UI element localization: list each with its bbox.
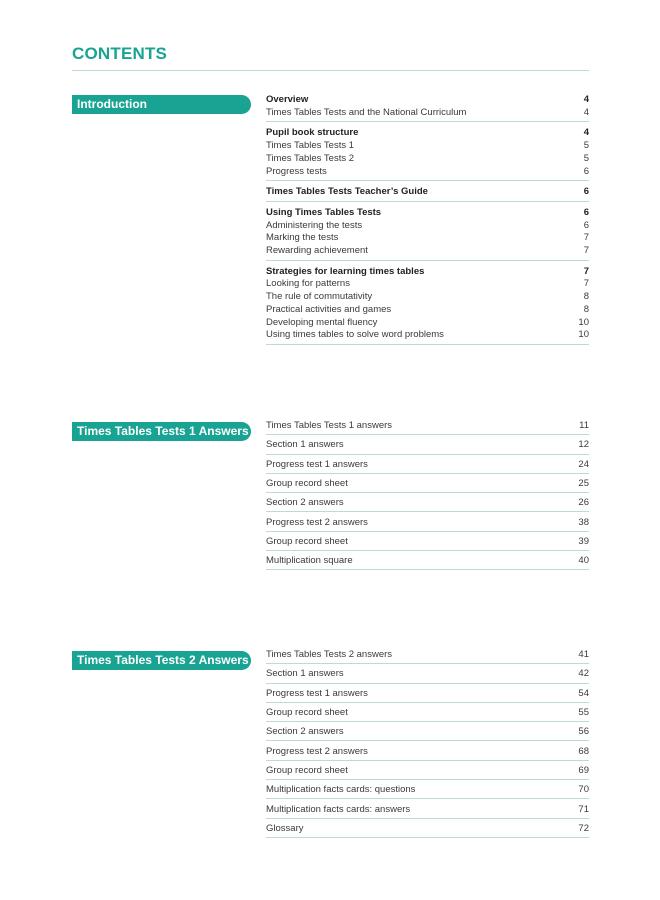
tests2-entries (266, 646, 589, 839)
page-number: 4 (583, 106, 589, 118)
toc-entry-text: Times Tables Tests 1 (266, 140, 355, 152)
toc-entry[interactable] (266, 107, 589, 120)
toc-entry[interactable] (266, 800, 589, 818)
toc-entry[interactable] (266, 220, 589, 233)
toc-entry-text: Progress test 1 answers (266, 458, 368, 470)
toc-entry[interactable] (266, 820, 589, 838)
page-number: 8 (583, 303, 589, 315)
page-number: 72 (578, 822, 589, 834)
page-number: 54 (578, 687, 589, 699)
page-number: 38 (578, 516, 589, 528)
toc-entry-text: Progress test 2 answers (266, 745, 368, 757)
tests1-entries (266, 417, 589, 571)
toc-entry[interactable] (266, 456, 589, 474)
toc-heading-text: Times Tables Tests Teacher’s Guide (266, 186, 428, 198)
page-number: 25 (578, 478, 589, 490)
page-number: 24 (578, 458, 589, 470)
toc-entry[interactable] (266, 436, 589, 454)
toc-entry[interactable] (266, 232, 589, 245)
tests2-label: Times Tables Tests 2 Answers (72, 651, 251, 670)
toc-entry[interactable] (266, 317, 589, 330)
page-number: 6 (583, 165, 589, 177)
toc-entry-text: Rewarding achievement (266, 245, 368, 257)
toc-group (266, 93, 589, 122)
page-number: 7 (583, 278, 589, 290)
toc-entry[interactable] (266, 291, 589, 304)
toc-entry-text: Developing mental fluency (266, 316, 378, 328)
page-number: 10 (578, 316, 589, 328)
toc-entry-text: Section 2 answers (266, 497, 344, 509)
toc-entry-text: Section 1 answers (266, 668, 344, 680)
page-number: 56 (578, 726, 589, 738)
page-number: 69 (578, 764, 589, 776)
toc-entry[interactable] (266, 140, 589, 153)
toc-entry[interactable] (266, 278, 589, 291)
toc-entry-text: Times Tables Tests and the National Curriculum (266, 106, 467, 118)
toc-group (266, 206, 589, 261)
page-number: 4 (583, 127, 589, 139)
toc-entry-text: Progress test 2 answers (266, 516, 368, 528)
toc-entry-text: Times Tables Tests 2 (266, 152, 355, 164)
toc-entry[interactable] (266, 329, 589, 342)
page-number: 68 (578, 745, 589, 757)
toc-entry-text: Group record sheet (266, 535, 348, 547)
toc-group (266, 185, 589, 202)
toc-entry-text: Times Tables Tests 2 answers (266, 649, 393, 661)
toc-entry-text: Administering the tests (266, 219, 363, 231)
toc-entry[interactable] (266, 704, 589, 722)
toc-entry-text: Progress tests (266, 165, 327, 177)
introduction-entries (266, 93, 589, 349)
toc-entry-text: Glossary (266, 822, 304, 834)
toc-heading[interactable] (266, 94, 589, 107)
toc-entry[interactable] (266, 166, 589, 179)
toc-entry-text: Multiplication facts cards: questions (266, 784, 416, 796)
toc-entry[interactable] (266, 475, 589, 493)
toc-entry[interactable] (266, 245, 589, 258)
page-number: 10 (578, 329, 589, 341)
toc-entry[interactable] (266, 417, 589, 435)
page-number: 5 (583, 140, 589, 152)
toc-heading-text: Using Times Tables Tests (266, 206, 382, 218)
toc-entry-text: Multiplication facts cards: answers (266, 803, 411, 815)
toc-entry[interactable] (266, 646, 589, 664)
toc-entry-text: Group record sheet (266, 707, 348, 719)
page-number: 5 (583, 152, 589, 164)
toc-entry-text: Progress test 1 answers (266, 687, 368, 699)
toc-entry[interactable] (266, 552, 589, 570)
toc-entry-text: Times Tables Tests 1 answers (266, 420, 393, 432)
toc-entry[interactable] (266, 665, 589, 683)
toc-entry-text: Section 2 answers (266, 726, 344, 738)
toc-entry[interactable] (266, 494, 589, 512)
page-number: 42 (578, 668, 589, 680)
toc-entry-text: Marking the tests (266, 232, 339, 244)
toc-entry-text: Practical activities and games (266, 303, 392, 315)
toc-heading-text: Pupil book structure (266, 127, 359, 139)
page-number: 39 (578, 535, 589, 547)
toc-entry[interactable] (266, 153, 589, 166)
toc-heading[interactable] (266, 186, 589, 199)
page-number: 8 (583, 291, 589, 303)
toc-group (266, 265, 589, 345)
toc-entry-text: Using times tables to solve word problems (266, 329, 444, 341)
toc-entry[interactable] (266, 533, 589, 551)
toc-entry[interactable] (266, 781, 589, 799)
page-number: 7 (583, 245, 589, 257)
toc-entry[interactable] (266, 304, 589, 317)
page-number: 6 (583, 206, 589, 218)
page-number: 7 (583, 265, 589, 277)
toc-entry[interactable] (266, 513, 589, 531)
page-number: 4 (583, 94, 589, 105)
page-number: 70 (578, 784, 589, 796)
title-divider (72, 70, 589, 71)
page-number: 6 (583, 219, 589, 231)
toc-group (266, 126, 589, 181)
toc-entry[interactable] (266, 685, 589, 703)
toc-heading-text: Overview (266, 94, 309, 105)
page-number: 7 (583, 232, 589, 244)
toc-heading-text: Strategies for learning times tables (266, 265, 425, 277)
toc-entry[interactable] (266, 742, 589, 760)
toc-entry-text: Group record sheet (266, 478, 348, 490)
toc-entry[interactable] (266, 723, 589, 741)
toc-entry-text: Multiplication square (266, 555, 353, 567)
toc-heading[interactable] (266, 207, 589, 220)
toc-entry[interactable] (266, 762, 589, 780)
page-number: 41 (578, 649, 589, 661)
page-number: 11 (579, 420, 589, 432)
page-number: 12 (578, 439, 589, 451)
page-number: 71 (578, 803, 589, 815)
page-number: 55 (578, 707, 589, 719)
page-number: 26 (578, 497, 589, 509)
introduction-label: Introduction (72, 95, 251, 114)
toc-entry-text: Looking for patterns (266, 278, 350, 290)
page-title: CONTENTS (72, 44, 168, 63)
toc-heading[interactable] (266, 127, 589, 140)
toc-heading[interactable] (266, 266, 589, 279)
page-number: 6 (583, 186, 589, 198)
tests1-label: Times Tables Tests 1 Answers (72, 422, 251, 441)
toc-entry-text: Section 1 answers (266, 439, 344, 451)
toc-entry-text: Group record sheet (266, 764, 348, 776)
page-number: 40 (578, 555, 589, 567)
toc-entry-text: The rule of commutativity (266, 291, 373, 303)
